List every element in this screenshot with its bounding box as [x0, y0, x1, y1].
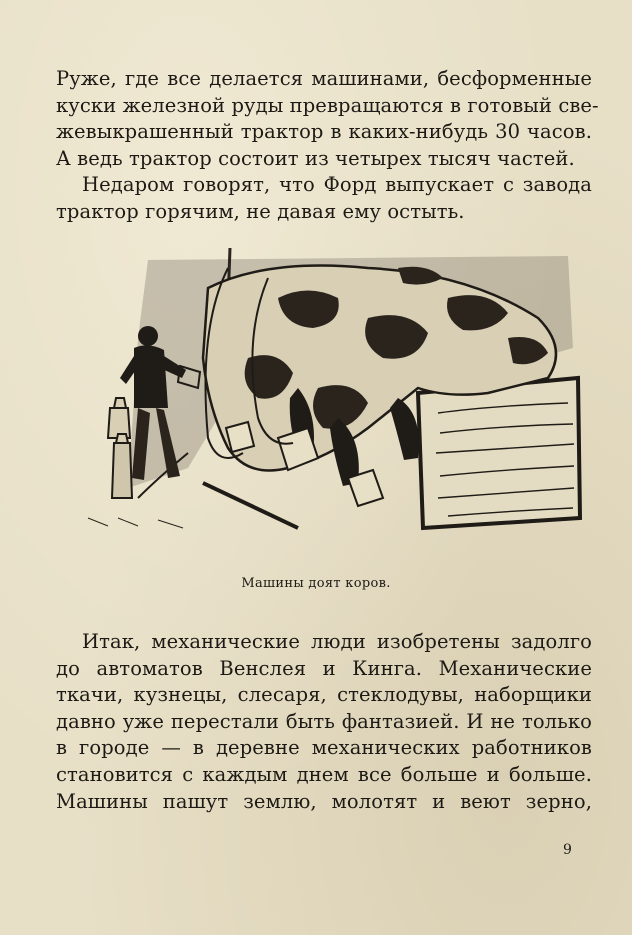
text-line: Итак, механические люди изобретены задолго — [82, 630, 592, 653]
floor-hatching — [88, 518, 183, 528]
text-line: до автоматов Венслея и Кинга. Механические — [56, 656, 592, 680]
text-line: жевыкрашенный трактор в каких-нибудь 30 часов. — [56, 120, 592, 144]
paragraph-bottom — [56, 629, 592, 815]
page-number: 9 — [563, 842, 572, 858]
text-line: куски железной руды превращаются в готовый све- — [56, 93, 599, 117]
text-line: Руже, где все делается машинами, бесформенные — [56, 67, 592, 90]
illustration-caption: Машины доят коров. — [241, 576, 391, 591]
paragraph-top — [56, 66, 599, 226]
text-line: трактор горячим, не давая ему остыть. — [56, 199, 465, 223]
text-line: Недаром говорят, что Форд выпускает с завода — [82, 173, 592, 197]
milking-machines-illustration — [68, 238, 588, 538]
text-line: Машины пашут землю, молотят и веют зерно, — [56, 789, 592, 813]
milk-cans — [108, 398, 132, 498]
text-line: в городе — в деревне механических работников — [56, 736, 592, 760]
text-line: ткачи, кузнецы, слесаря, стеклодувы, наборщики — [56, 683, 592, 707]
text-line: давно уже перестали быть фантазией. И не только — [56, 709, 592, 733]
text-line: становится с каждым днем все больше и больше. — [56, 762, 592, 786]
text-line: А ведь трактор состоит из четырех тысяч частей. — [56, 146, 575, 170]
